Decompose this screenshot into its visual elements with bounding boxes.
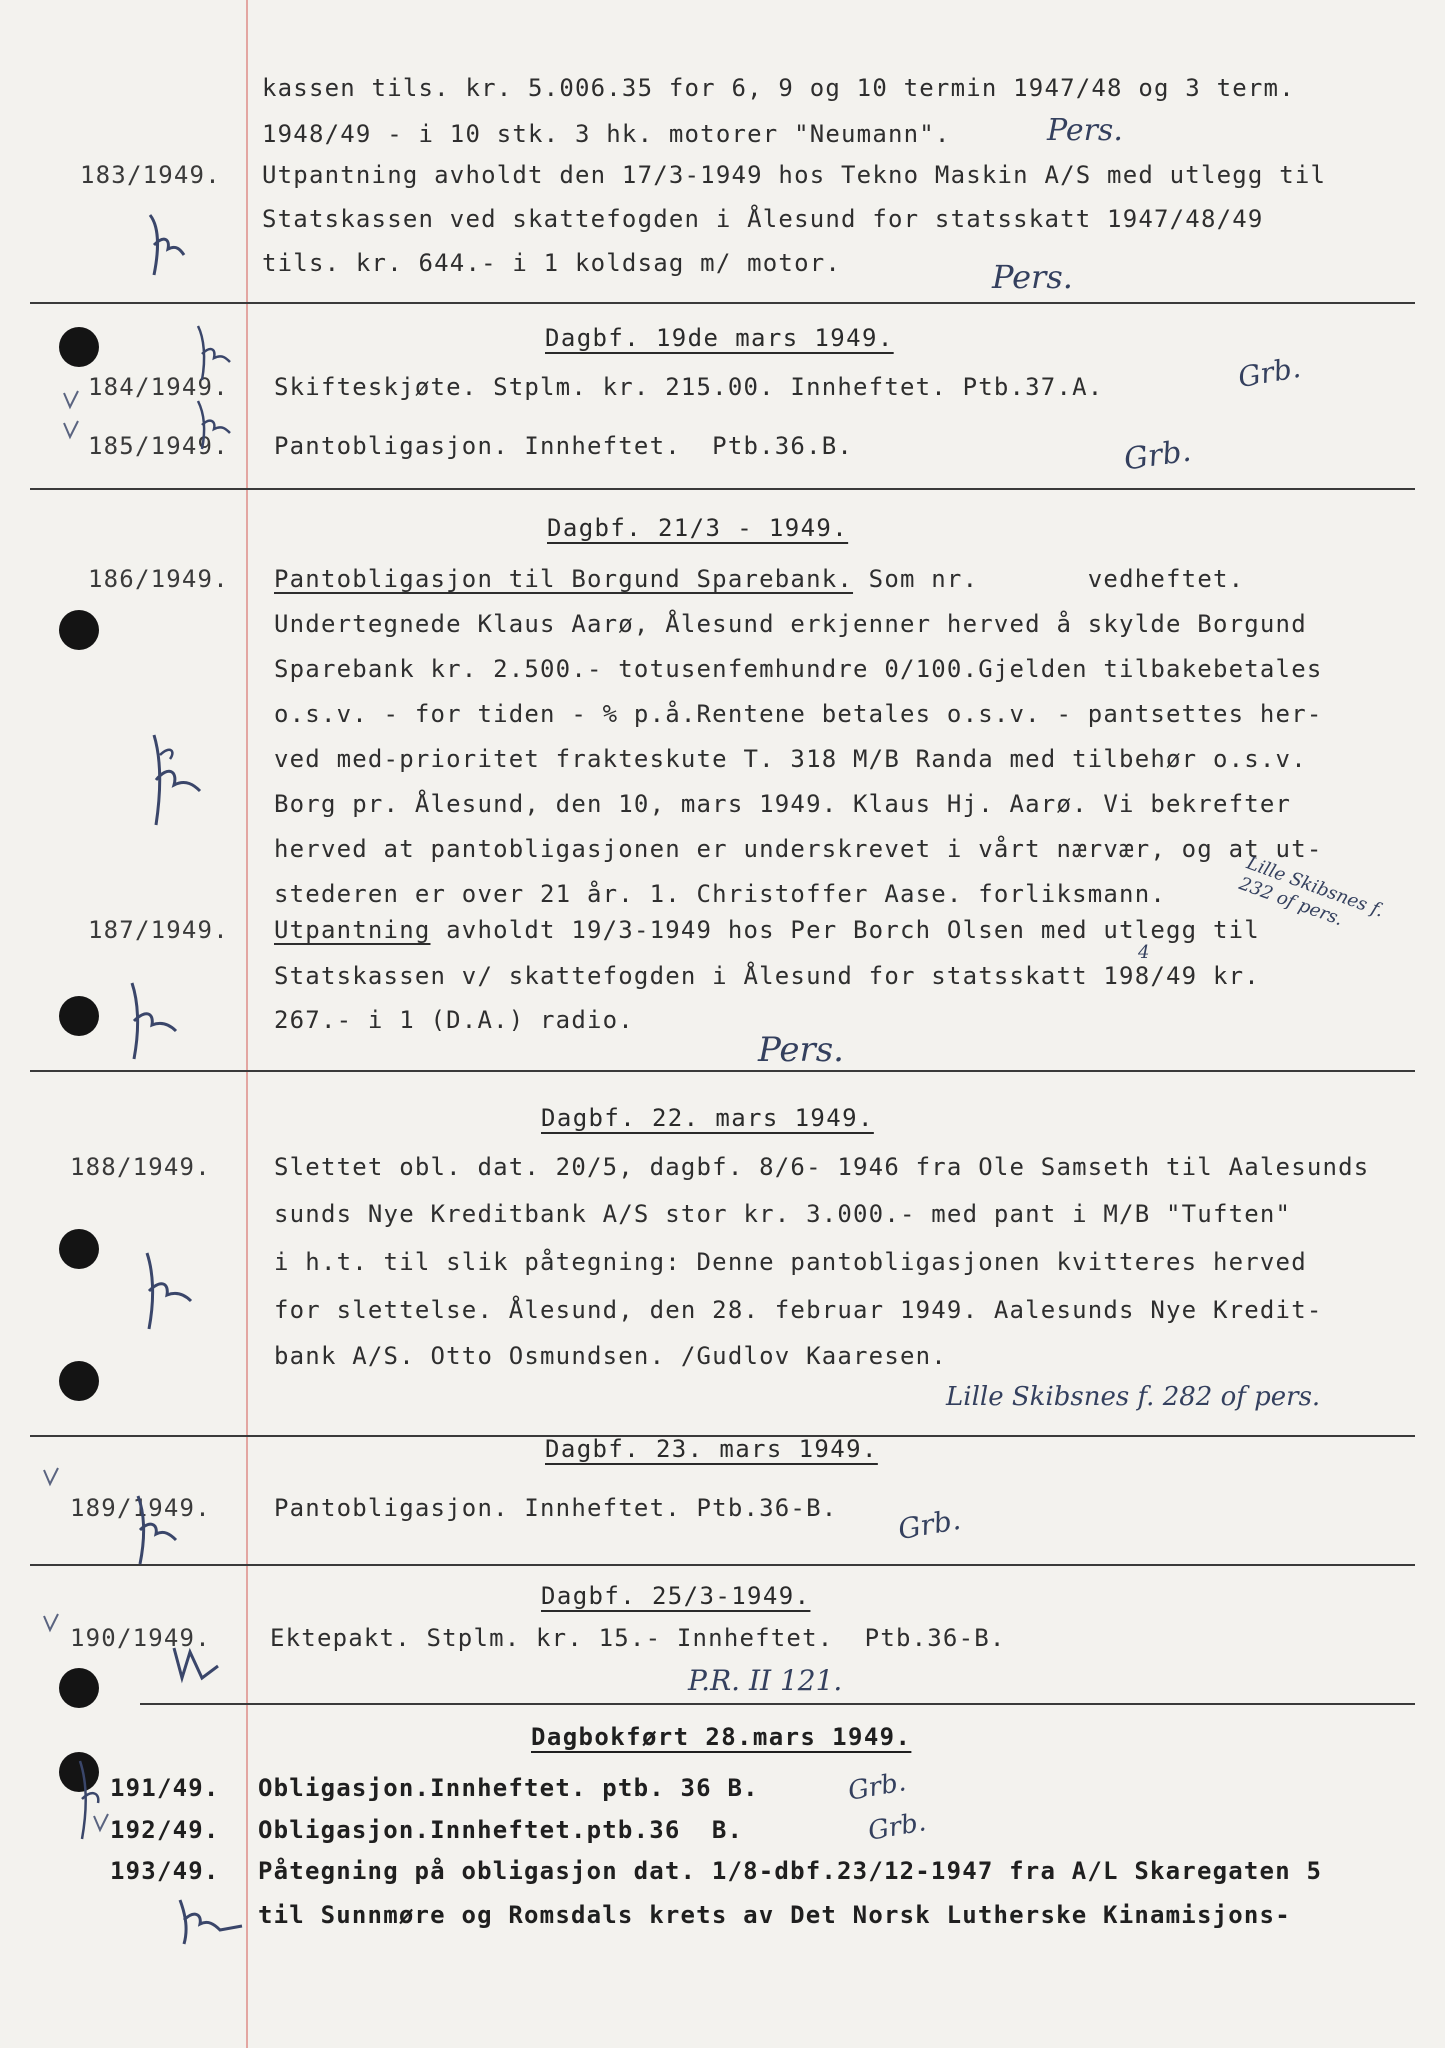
entry-line: for slettelse. Ålesund, den 28. februar 1949. Aalesunds Nye Kredit-	[274, 1296, 1323, 1324]
entry-line: tils. kr. 644.- i 1 koldsag m/ motor.	[262, 249, 842, 277]
handwritten-note: Lille Skibsnes f. 232 of pers.	[1236, 852, 1387, 931]
handwritten-note: Pers.	[992, 258, 1073, 296]
handwritten-note: Grb.	[1121, 433, 1194, 478]
margin-initials	[190, 395, 240, 455]
entry-number: 189/1949.	[70, 1494, 211, 1522]
date-heading: Dagbf. 21/3 - 1949.	[547, 514, 849, 542]
entry-number: 191/49.	[110, 1774, 220, 1802]
tick-mark	[60, 415, 84, 445]
entry-text: Som nr. vedheftet.	[853, 565, 1245, 593]
handwritten-note: Lille Skibsnes f. 282 of pers.	[946, 1382, 1321, 1412]
handwritten-note: Grb.	[845, 1767, 909, 1807]
date-heading: Dagbf. 22. mars 1949.	[541, 1104, 874, 1132]
handwritten-note: Grb.	[895, 1502, 963, 1547]
entry-number: 193/49.	[110, 1857, 220, 1885]
entry-line	[274, 565, 1244, 593]
entry-number: 190/1949.	[70, 1624, 211, 1652]
date-heading: Dagbf. 19de mars 1949.	[545, 324, 894, 352]
entry-line	[274, 916, 1260, 944]
section-rule	[30, 488, 1415, 490]
entry-line: Borg pr. Ålesund, den 10, mars 1949. Klaus Hj. Aarø. Vi bekrefter	[274, 790, 1292, 818]
handwritten-note: Pers.	[758, 1030, 844, 1070]
section-rule	[30, 1564, 1415, 1566]
punch-hole	[59, 996, 99, 1036]
margin-initials	[172, 1880, 252, 1950]
entry-line: til Sunnmøre og Romsdals krets av Det Norsk Lutherske Kinamisjons-	[258, 1901, 1291, 1929]
margin-initials	[190, 318, 240, 388]
entry-line: stederen er over 21 år. 1. Christoffer Aase. forliksmann.	[274, 880, 1167, 908]
entry-line: Undertegnede Klaus Aarø, Ålesund erkjenner herved å skylde Borgund	[274, 610, 1307, 638]
entry-line: herved at pantobligasjonen er underskrevet i vårt nærvær, og at ut-	[274, 835, 1323, 863]
entry-line: o.s.v. - for tiden - % p.å.Rentene betales o.s.v. - pantsettes her-	[274, 700, 1323, 728]
handwritten-note: P.R. II 121.	[688, 1664, 843, 1697]
punch-hole	[59, 327, 99, 367]
entry-line: Pantobligasjon. Innheftet. Ptb.36.B.	[274, 432, 854, 460]
handwritten-note: Grb.	[865, 1807, 929, 1847]
punch-hole	[59, 1668, 99, 1708]
tick-mark	[40, 1462, 64, 1492]
entry-text: avholdt 19/3-1949 hos Per Borch Olsen med utlegg til	[430, 916, 1260, 944]
entry-line: Statskassen ved skattefogden i Ålesund for statsskatt 1947/48/49	[262, 205, 1264, 233]
margin-initials	[168, 1638, 228, 1688]
entry-number: 192/49.	[110, 1816, 220, 1844]
entry-title: Pantobligasjon til Borgund Sparebank.	[274, 565, 854, 593]
margin-initials	[120, 975, 190, 1065]
punch-hole	[59, 1229, 99, 1269]
entry-line: Pantobligasjon. Innheftet. Ptb.36-B.	[274, 1494, 838, 1522]
entry-line: 267.- i 1 (D.A.) radio.	[274, 1006, 634, 1034]
entry-number: 188/1949.	[70, 1153, 211, 1181]
entry-line: Ektepakt. Stplm. kr. 15.- Innheftet. Ptb.36-B.	[270, 1624, 1006, 1652]
entry-line: 1948/49 - i 10 stk. 3 hk. motorer "Neumann".	[262, 120, 951, 148]
handwritten-note: Grb.	[1235, 350, 1303, 395]
handwritten-note: 4	[1138, 942, 1150, 963]
margin-initials	[140, 725, 220, 835]
entry-line: Obligasjon.Innheftet.ptb.36 B.	[258, 1816, 744, 1844]
entry-line: Sparebank kr. 2.500.- totusenfemhundre 0/100.Gjelden tilbakebetales	[274, 655, 1323, 683]
entry-line: kassen tils. kr. 5.006.35 for 6, 9 og 10 termin 1947/48 og 3 term.	[262, 74, 1295, 102]
entry-line: Slettet obl. dat. 20/5, dagbf. 8/6- 1946 fra Ole Samseth til Aalesunds	[274, 1153, 1370, 1181]
entry-line: i h.t. til slik påtegning: Denne pantobligasjonen kvitteres herved	[274, 1248, 1307, 1276]
section-rule	[30, 1070, 1415, 1072]
margin-initials	[128, 1490, 188, 1570]
margin-initials	[135, 1245, 205, 1335]
tick-mark	[90, 1808, 114, 1838]
entry-number: 183/1949.	[80, 161, 221, 189]
entry-line: ved med-prioritet frakteskute T. 318 M/B Randa med tilbehør o.s.v.	[274, 745, 1307, 773]
entry-title: Utpantning	[274, 916, 431, 944]
date-heading: Dagbf. 25/3-1949.	[541, 1582, 811, 1610]
entry-line: Påtegning på obligasjon dat. 1/8-dbf.23/12-1947 fra A/L Skaregaten 5	[258, 1857, 1323, 1885]
entry-line: Utpantning avholdt den 17/3-1949 hos Tekno Maskin A/S med utlegg til	[262, 161, 1327, 189]
entry-line: bank A/S. Otto Osmundsen. /Gudlov Kaaresen.	[274, 1342, 947, 1370]
entry-line: sunds Nye Kreditbank A/S stor kr. 3.000.- med pant i M/B "Tuften"	[274, 1200, 1292, 1228]
punch-hole	[59, 610, 99, 650]
punch-hole	[59, 1361, 99, 1401]
tick-mark	[60, 385, 84, 415]
margin-line	[246, 0, 248, 2048]
section-rule	[140, 1703, 1415, 1705]
entry-line: Obligasjon.Innheftet. ptb. 36 B.	[258, 1774, 759, 1802]
entry-line: Skifteskjøte. Stplm. kr. 215.00. Innheftet. Ptb.37.A.	[274, 373, 1104, 401]
entry-line: Statskassen v/ skattefogden i Ålesund for statsskatt 198/49 kr.	[274, 962, 1260, 990]
handwritten-note: Pers.	[1047, 113, 1123, 148]
date-heading: Dagbokført 28.mars 1949.	[531, 1723, 912, 1751]
section-rule	[30, 302, 1415, 304]
entry-number: 185/1949.	[88, 432, 229, 460]
margin-initials	[140, 205, 200, 285]
entry-number: 184/1949.	[88, 373, 229, 401]
tick-mark	[40, 1608, 64, 1638]
date-heading: Dagbf. 23. mars 1949.	[545, 1435, 878, 1463]
entry-number: 187/1949.	[88, 916, 229, 944]
entry-number: 186/1949.	[88, 565, 229, 593]
